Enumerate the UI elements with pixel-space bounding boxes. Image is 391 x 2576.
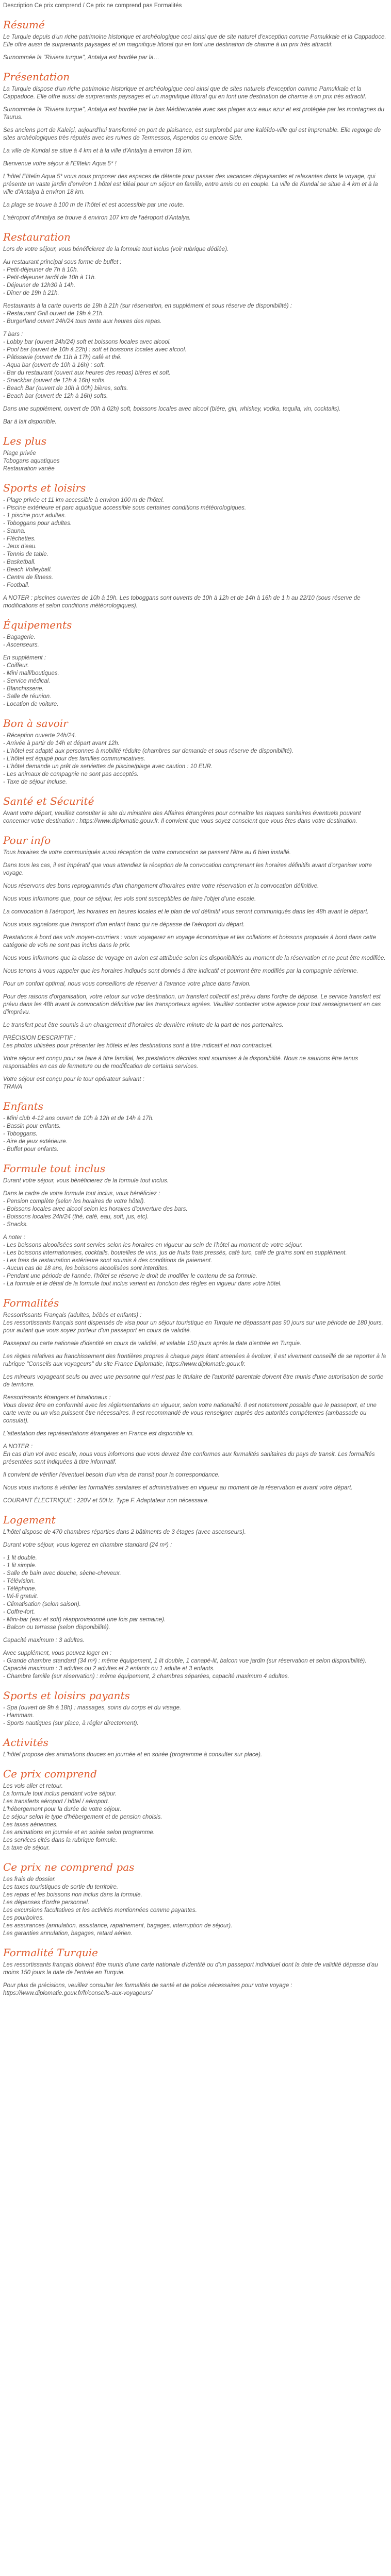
section-paragraph: Nous réservons des bons reprogrammés d'un changement d'horaires entre votre réservation et la convocation définitive. (3, 883, 319, 889)
section-paragraph: Ressortissants étrangers et binationaux : Vous devez être en conformité avec les réglementations en vigueur, selon votre nationalité. Il est notamment possible que le passeport, et une carte verte ou un visa puissent être nécessaires. Il est recommandé de vous renseigner auprès des autorités compétentes (ambassade ou consulat). (3, 1395, 377, 1424)
section-paragraph: Restaurants à la carte ouverts de 19h à 21h (sur réservation, en supplément et sous réserve de disponibilité) : - Restaurant Grill ouvert de 19h à 21h. - Burgerland ouvert 24h/24 tous tente aux heures des repas. (3, 303, 292, 325)
section-title: Santé et Sécurité (3, 795, 94, 807)
section-paragraph: Les règles relatives au franchissement des frontières propres à chaque pays étant amenées à évoluer, il est vivement conseillé de se reporter à la rubrique "Conseils aux voyageurs" du site France Diplomatie, https://www.diplomatie.gouv.fr. (3, 1353, 386, 1367)
section-paragraph: - Bagagerie. - Ascenseurs. (3, 634, 39, 648)
section-paragraph: - Mini club 4-12 ans ouvert de 10h à 12h et de 14h à 17h. - Bassin pour enfants. - Toboggans. - Aire de jeux extérieure. - Buffet pour enfants. (3, 1115, 154, 1153)
section-paragraph: La ville de Kundal se situe à 4 km et à la ville d'Antalya à environ 18 km. (3, 148, 193, 154)
section-title: Résumé (3, 19, 45, 31)
section-title: Enfants (3, 1100, 43, 1112)
section-title: Sports et loisirs (3, 482, 86, 494)
section-paragraph: L'hôtel propose des animations douces en journée et en soirée (programme à consulter sur place). (3, 1752, 263, 1758)
section-paragraph: L'aéroport d'Antalya se trouve à environ 107 km de l'aéroport d'Antalya. (3, 215, 191, 221)
section-paragraph: A noter : - Les boissons alcoolisées sont servies selon les horaires en vigueur au sein de l'hôtel au moment de votre séjour. - Les boissons internationales, cocktails, bouteilles de vins, jus de fruits frais pressés, café turc, café de grains sont en supplément. - Les frais de restauration extérieure sont soumis à des conditions de paiement. - Aucun cas de 18 ans, les boissons alcoolisées sont interdites. - Pendant une période de l'année, l'hôtel se réserve le droit de modifier le contenu de sa formule. - La formule et le détail de la formule tout inclus varient en fonction des règles en vigueur dans votre hôtel. (3, 1234, 347, 1287)
section-paragraph: Passeport ou carte nationale d'identité en cours de validité, et valable 150 jours après la date d'entrée en Turquie. (3, 1341, 302, 1347)
section-paragraph: Au restaurant principal sous forme de buffet : - Petit-déjeuner de 7h à 10h. - Petit-déjeuner tardif de 10h à 11h. - Déjeuner de 12h30 à 14h. - Dîner de 19h à 21h. (3, 259, 122, 296)
section-title: Formule tout inclus (3, 1162, 106, 1175)
section-paragraph: L'hôtel dispose de 470 chambres réparties dans 2 bâtiments de 3 étages (avec ascenseurs). (3, 1529, 246, 1535)
section-paragraph: Pour des raisons d'organisation, votre retour sur votre destination, un transfert collectif est prévu dans l'ordre de dépose. Le service transfert est prévu dans les 48h avant la convocation définitive par les transporteurs agrées. Veuillez contacter votre agence pour tout renseignement en cas d'imprévu. (3, 994, 381, 1015)
section-paragraph: Votre séjour est conçu pour se faire à titre familial, les prestations décrites sont soumises à la disponibilité. Nous ne saurions être tenus responsables en cas de fermeture ou de modification de certains services. (3, 1056, 359, 1070)
section-paragraph: Nous vous informons que, pour ce séjour, les vols sont susceptibles de faire l'objet d'une escale. (3, 896, 256, 902)
section-paragraph: Plage privée Tobogans aquatiques Restauration variée (3, 450, 60, 472)
section-paragraph: - Plage privée et 11 km accessible à environ 100 m de l'hôtel. - Piscine extérieure et parc aquatique accessible sous certaines conditions météorologiques. - 1 piscine pour adultes. - Toboggans pour adultes. - Sauna. - Fléchettes. - Jeux d'eau. - Tennis de table. - Basketball. - Beach Volleyball. - Centre de fitness. - Football. (3, 497, 247, 588)
section-paragraph: Pour plus de précisions, veuillez consulter les formalités de santé et de police nécessaires pour votre voyage : https://www.diplomatie.gouv.fr/fr/conseils-aux-voyageurs/ (3, 1982, 292, 1996)
section-paragraph: Le transfert peut être soumis à un changement d'horaires de dernière minute de la part de nos partenaires. (3, 1022, 284, 1028)
section-paragraph: COURANT ÉLECTRIQUE : 220V et 50Hz. Type F. Adaptateur non nécessaire. (3, 1498, 209, 1504)
section-paragraph: Tous horaires de votre communiqués aussi réception de votre convocation se passent l'être au 6 bien installé. (3, 850, 291, 856)
section-paragraph: Les frais de dossier. Les taxes touristiques de sortie du territoire. Les repas et les boissons non inclus dans la formule. Les dépenses d'ordre personnel. Les excursions facultatives et les activités mentionnées comme payantes. Les pourboires. Les assurances (annulation, assistance, rapatriement, bagages, interruption de séjour). Les garanties annulation, bagages, retard aérien. (3, 1876, 233, 1937)
section-paragraph: Votre séjour est conçu pour le tour opérateur suivant : TRAVA (3, 1076, 144, 1090)
section-paragraph: Surnommée la "Riviera turque", Antalya est bordée par le bas Méditerranée avec ses plages aux eaux azur et est protégée par les montagnes du Taurus. (3, 107, 385, 121)
section-title: Ce prix comprend (3, 1768, 97, 1780)
section-paragraph: L'hôtel Elïtelin Aqua 5* vous nous proposer des espaces de détente pour passer des vacances dépaysantes et relaxantes dans le voyage, qui présente un vaste jardin d'environ 1 hôtel est idéal pour un séjour en famille, entre amis ou en couple. La ville de Kundal se situe à 4 km et à la ville d'Antalya à environ 18 km. (3, 174, 378, 195)
section-paragraph: Durant votre séjour, vous logerez en chambre standard (24 m²) : (3, 1542, 172, 1548)
section-title: Logement (3, 1514, 56, 1526)
section-paragraph: Les mineurs voyageant seuls ou avec une personne qui n'est pas le titulaire de l'autorité parentale doivent être munis d'une autorisation de sortie de territoire. (3, 1374, 384, 1388)
section-paragraph: A NOTER : En cas d'un vol avec escale, nous vous informons que vous devrez être conformes aux formalités sanitaires du pays de transit. Les formalités présentées sont indiquées à titre informatif. (3, 1444, 375, 1465)
section-title: Formalités (3, 1297, 59, 1309)
section-paragraph: PRÉCISION DESCRIPTIF : Les photos utilisées pour présenter les hôtels et les destinations sont à titre indicatif et non contractuel. (3, 1035, 273, 1049)
section-paragraph: - 1 lit double. - 1 lit simple. - Salle de bain avec douche, sèche-cheveux. - Télévision. - Téléphone. - Wi-fi gratuit. - Climatisation (selon saison). - Coffre-fort. - Mini-bar (eau et soft) réapprovisionné une fois par semaine). - Balcon ou terrasse (selon disponibilité). (3, 1555, 166, 1631)
section-title: Pour info (3, 834, 51, 846)
section-title: Bon à savoir (3, 717, 68, 730)
section-paragraph: - Spa (ouvert de 9h à 18h) : massages, soins du corps et du visage. - Hammam. - Sports nautiques (sur place, à régler directement). (3, 1705, 182, 1726)
section-paragraph: Capacité maximum : 3 adultes. (3, 1637, 85, 1643)
section-title: Formalité Turquie (3, 1946, 98, 1959)
section-paragraph: Bar à lait disponible. (3, 419, 57, 425)
section-paragraph: Les ressortissants français doivent être munis d'une carte nationale d'identité ou d'un passeport individuel dont la date de validité dépasse d'au moins 150 jours la date de l'entrée en Turquie. (3, 1962, 378, 1976)
section-paragraph: Le Turquie depuis d'un riche patrimoine historique et archéologique ceci ainsi que de site naturel d'exception comme Pamukkale et la Cappadoce. Elle offre aussi de surprenants paysages et un magnifique littoral qui en font une destination de charme à un prix très attractif. (3, 34, 386, 48)
section-title: Sports et loisirs payants (3, 1689, 130, 1702)
section-paragraph: Dans tous les cas, il est impératif que vous attendiez la réception de la convocation comprenant les horaires définitifs avant d'organiser votre voyage. (3, 862, 372, 876)
section-paragraph: La plage se trouve à 100 m de l'hôtel et est accessible par une route. (3, 202, 185, 208)
section-title: Restauration (3, 231, 71, 243)
section-paragraph: Avant votre départ, veuillez consulter le site du ministère des Affaires étrangères pour connaître les risques sanitaires éventuels pouvant concerner votre destination : https://www.diplomatie.gouv.fr. Il convient que vous soyez conscient que vous êtes dans votre destination. (3, 810, 361, 824)
section-paragraph: Ses anciens port de Kaleiçi, aujourd'hui transformé en port de plaisance, est surplombé par une kaléïdo-ville qui est imprenable. Elle regorge de sites archéologiques très réputés avec les ruines de Termessos, Aspendos ou encore Side. (3, 127, 381, 141)
section-paragraph: Dans une supplément, ouvert de 00h à 02h) soft, boissons locales avec alcool (bière, gin, whiskey, vodka, tequila, vin, cocktails). (3, 406, 341, 412)
section-paragraph: En supplément : - Coiffeur. - Mini mall/boutiques. - Service médical. - Blanchisserie. - Salle de réunion. - Location de voiture. (3, 655, 59, 707)
section-paragraph: Nous tenons à vous rappeler que les horaires indiqués sont donnés à titre indicatif et pourront être modifiés par la compagnie aérienne. (3, 968, 359, 974)
top-tabs-line: Description Ce prix comprend / Ce prix ne comprend pas Formalités (3, 3, 182, 9)
section-paragraph: Nous vous signalons que transport d'un enfant franc qui ne dépasse de l'aéroport du départ. (3, 922, 245, 928)
section-paragraph: Nous vous informons que la classe de voyage en avion est attribuée selon les disponibilités au moment de la réservation et ne peut être modifiée. (3, 955, 386, 961)
section-title: Ce prix ne comprend pas (3, 1861, 135, 1873)
section-paragraph: Surnommée la "Riviera turque", Antalya est bordée par la… (3, 55, 160, 61)
section-paragraph: Pour un confort optimal, nous vous conseillons de réserver à l'avance votre place dans l'avion. (3, 981, 251, 987)
section-paragraph: Durant votre séjour, vous bénéficierez de la formule tout inclus. (3, 1178, 169, 1184)
section-title: Activités (3, 1736, 48, 1749)
section-paragraph: Il convient de vérifier l'éventuel besoin d'un visa de transit pour la correspondance. (3, 1472, 220, 1478)
section-paragraph: Dans le cadre de votre formule tout inclus, vous bénéficiez : - Pension complète (selon les horaires de votre hôtel). - Boissons locales avec alcool selon les horaires d'ouverture des bars. - Boissons locales 24h/24 (thé, café, eau, soft, jus, etc). - Snacks. (3, 1191, 188, 1228)
section-paragraph: Prestations à bord des vols moyen-courriers : vous voyagerez en voyage économique et les collations et boissons proposés à bord dans cette catégorie de vols ne sont pas inclus dans le prix. (3, 935, 376, 948)
section-paragraph: Avec supplément, vous pouvez loger en : - Grande chambre standard (34 m²) : même équipement, 1 lit double, 1 canapé-lit, balcon vue jardin (sur réservation et selon disponibilité). Capacité maximum : 3 adultes ou 2 adultes et 2 enfants ou 1 adulte et 3 enfants. - Chambre famille (sur réservation) : même équipement, 2 chambres séparées, capacité maximum 4 adultes. (3, 1650, 367, 1680)
section-title: Présentation (3, 71, 70, 83)
section-title: Équipements (3, 619, 72, 631)
section-paragraph: Nous vous invitons à vérifier les formalités sanitaires et administratives en vigueur au moment de la réservation et avant votre départ. (3, 1485, 353, 1491)
section-paragraph: - Réception ouverte 24h/24. - Arrivée à partir de 14h et départ avant 12h. - L'hôtel est adapté aux personnes à mobilité réduite (chambres sur demande et sous réserve de disponibilité). - L'hôtel est équipé pour des familles communicatives. - L'hôtel demande un prêt de serviettes de piscine/plage avec caution : 10 EUR. - Les animaux de compagnie ne sont pas acceptés. - Taxe de séjour incluse. (3, 733, 294, 785)
section-paragraph: 7 bars : - Lobby bar (ouvert 24h/24) soft et boissons locales avec alcool. - Pool bar (ouvert de 10h à 22h) : soft et boissons locales avec alcool. - Pâtisserie (ouvert de 11h à 17h) café et thé. - Aqua bar (ouvert de 10h à 16h) : soft. - Bar du restaurant (ouvert aux heures des repas) bières et soft. - Snackbar (ouvert de 12h à 16h) softs. - Beach Bar (ouvert de 10h à 00h) bières, softs. - Beach bar (ouvert de 12h à 16h) softs. (3, 331, 187, 399)
content-sections (3, 19, 388, 1997)
section-paragraph: Bienvenue votre séjour à l'Elïtelin Aqua 5* ! (3, 161, 117, 167)
section-paragraph: La Turquie dispose d'un riche patrimoine historique et archéologique ceci ainsi que de sites naturels d'exception comme Pamukkale et la Cappadoce. Elle offre aussi de surprenants paysages et un magnifique littoral qui en font une destination de charme à un prix très attractif. (3, 86, 367, 100)
section-paragraph: A NOTER : piscines ouvertes de 10h à 19h. Les toboggans sont ouverts de 10h à 12h et de 14h à 16h de 1 h au 22/10 (sous réserve de modifications et selon conditions météorologiques). (3, 595, 361, 609)
section-paragraph: Les vols aller et retour. La formule tout inclus pendant votre séjour. Les transferts aéroport / hôtel / aéroport. L'hébergement pour la durée de votre séjour. Le séjour selon le type d'hébergement et de pension choisis. Les taxes aériennes. Les animations en journée et en soirée selon programme. Les services cités dans la rubrique formule. La taxe de séjour. (3, 1783, 162, 1851)
section-title: Les plus (3, 435, 47, 447)
section-paragraph: La convocation à l'aéroport, les horaires en heures locales et le plan de vol définitif vous seront communiqués dans les 48h avant le départ. (3, 909, 369, 915)
section-paragraph: Ressortissants Français (adultes, bébés et enfants) : Les ressortissants français sont dispensés de visa pour un séjour touristique en Turquie ne dépassant pas 90 jours sur une période de 180 jours, pour autant que vous soyez porteur d'un passeport en cours de validité. (3, 1312, 383, 1334)
section-paragraph: Lors de votre séjour, vous bénéficierez de la formule tout inclus (voir rubrique dédiée). (3, 246, 229, 252)
section-paragraph: L'attestation des représentations étrangères en France est disponible ici. (3, 1431, 194, 1437)
